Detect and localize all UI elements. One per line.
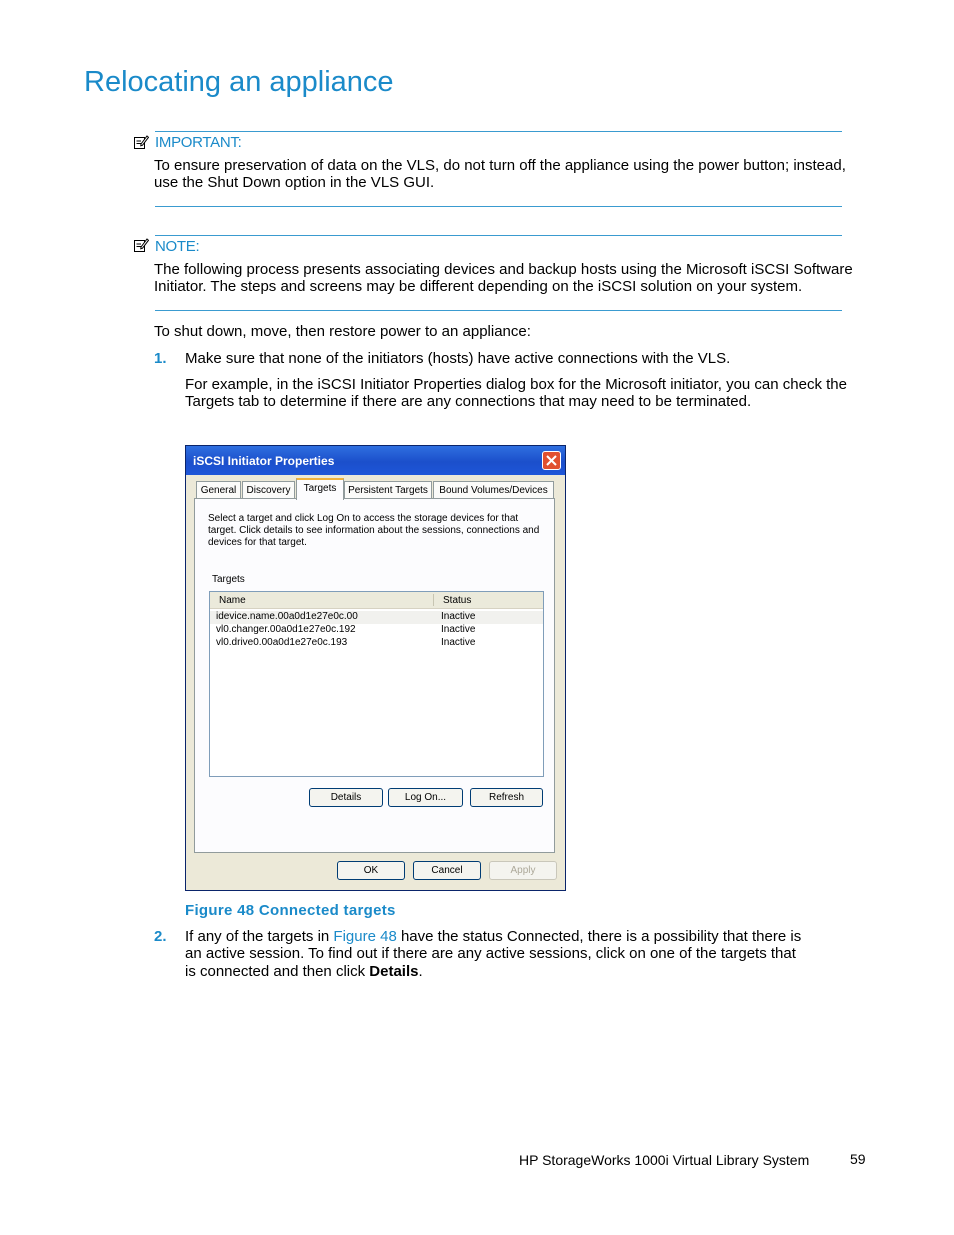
important-label: IMPORTANT: xyxy=(155,134,242,151)
important-line-1: To ensure preservation of data on the VLS, do not turn off the appliance using the power button; instead, xyxy=(154,157,846,174)
close-button[interactable] xyxy=(542,451,561,470)
details-button[interactable]: Details xyxy=(309,788,383,807)
note-label: NOTE: xyxy=(155,238,200,255)
note-pencil-icon xyxy=(133,134,149,150)
dialog-title-bar xyxy=(186,446,565,475)
targets-list-label: Targets xyxy=(212,574,245,585)
step-2-line-3 xyxy=(185,963,423,980)
table-row[interactable] xyxy=(210,637,543,650)
page-title: Relocating an appliance xyxy=(84,66,394,98)
target-name: vl0.drive0.00a0d1e27e0c.193 xyxy=(216,637,348,648)
ok-button[interactable]: OK xyxy=(337,861,405,880)
step-1-text: Make sure that none of the initiators (hosts) have active connections with the VLS. xyxy=(185,350,731,367)
target-status: Inactive xyxy=(441,624,476,635)
targets-tab-panel xyxy=(194,498,555,853)
step-2-line-1-start: If any of the targets in xyxy=(185,928,334,945)
targets-list[interactable] xyxy=(209,591,544,777)
step-1-number: 1. xyxy=(154,350,167,367)
note-line-1: The following process presents associating devices and backup hosts using the Microsoft iSCSI Software xyxy=(154,261,853,278)
tab-targets[interactable]: Targets xyxy=(296,478,344,500)
note-line-2: Initiator. The steps and screens may be different depending on the iSCSI solution on your system. xyxy=(154,278,803,295)
details-emphasis: Details xyxy=(369,963,419,980)
step-2-line-2: an active session. To find out if there are any active sessions, click on one of the targets that xyxy=(185,945,796,962)
targets-list-header xyxy=(210,592,543,609)
footer-product-name: HP StorageWorks 1000i Virtual Library System xyxy=(519,1152,810,1168)
table-row[interactable] xyxy=(210,611,543,624)
log-on-button[interactable]: Log On... xyxy=(388,788,463,807)
column-header-name[interactable]: Name xyxy=(219,595,246,606)
refresh-button[interactable]: Refresh xyxy=(470,788,543,807)
step-2-line-3-end: . xyxy=(418,963,423,980)
figure-48-link[interactable]: Figure 48 xyxy=(333,928,397,945)
note-top-rule xyxy=(155,235,842,236)
apply-button[interactable]: Apply xyxy=(489,861,557,880)
note-bottom-rule xyxy=(155,310,842,311)
target-name: vl0.changer.00a0d1e27e0c.192 xyxy=(216,624,356,635)
instructions-line-3: devices for that target. xyxy=(208,537,307,548)
important-bottom-rule xyxy=(155,206,842,207)
step-2-line-1-end: have the status Connected, there is a possibility that there is xyxy=(396,928,802,945)
dialog-title: iSCSI Initiator Properties xyxy=(193,454,335,468)
figure-caption: Figure 48 Connected targets xyxy=(185,902,396,919)
instructions-line-1: Select a target and click Log On to access the storage devices for that xyxy=(208,513,519,524)
note-pencil-icon xyxy=(133,237,149,253)
step-2-line-1 xyxy=(185,928,801,945)
step-1-detail-line-2: Targets tab to determine if there are any connections that may need to be terminated. xyxy=(185,393,752,410)
table-row[interactable] xyxy=(210,624,543,637)
step-1-detail-line-1: For example, in the iSCSI Initiator Properties dialog box for the Microsoft initiator, you can check the xyxy=(185,376,847,393)
tab-general[interactable]: General xyxy=(196,481,241,499)
step-2-line-3-start: is connected and then click xyxy=(185,963,370,980)
target-status: Inactive xyxy=(441,611,476,622)
target-name: idevice.name.00a0d1e27e0c.00 xyxy=(216,611,358,622)
iscsi-initiator-properties-dialog xyxy=(185,445,566,891)
important-line-2: use the Shut Down option in the VLS GUI. xyxy=(154,174,435,191)
page-number: 59 xyxy=(850,1151,866,1167)
important-top-rule xyxy=(155,131,842,132)
cancel-button[interactable]: Cancel xyxy=(413,861,481,880)
column-separator[interactable] xyxy=(433,594,434,606)
tab-discovery[interactable]: Discovery xyxy=(242,481,295,499)
close-icon xyxy=(545,454,558,467)
column-header-status[interactable]: Status xyxy=(443,595,472,606)
instructions-line-2: target. Click details to see information about the sessions, connections and xyxy=(208,525,540,536)
step-2-number: 2. xyxy=(154,928,167,945)
target-status: Inactive xyxy=(441,637,476,648)
tab-bound-volumes-devices[interactable]: Bound Volumes/Devices xyxy=(433,481,554,499)
intro-text: To shut down, move, then restore power to an appliance: xyxy=(154,323,531,340)
tab-persistent-targets[interactable]: Persistent Targets xyxy=(344,481,432,499)
targets-instructions xyxy=(208,513,548,549)
